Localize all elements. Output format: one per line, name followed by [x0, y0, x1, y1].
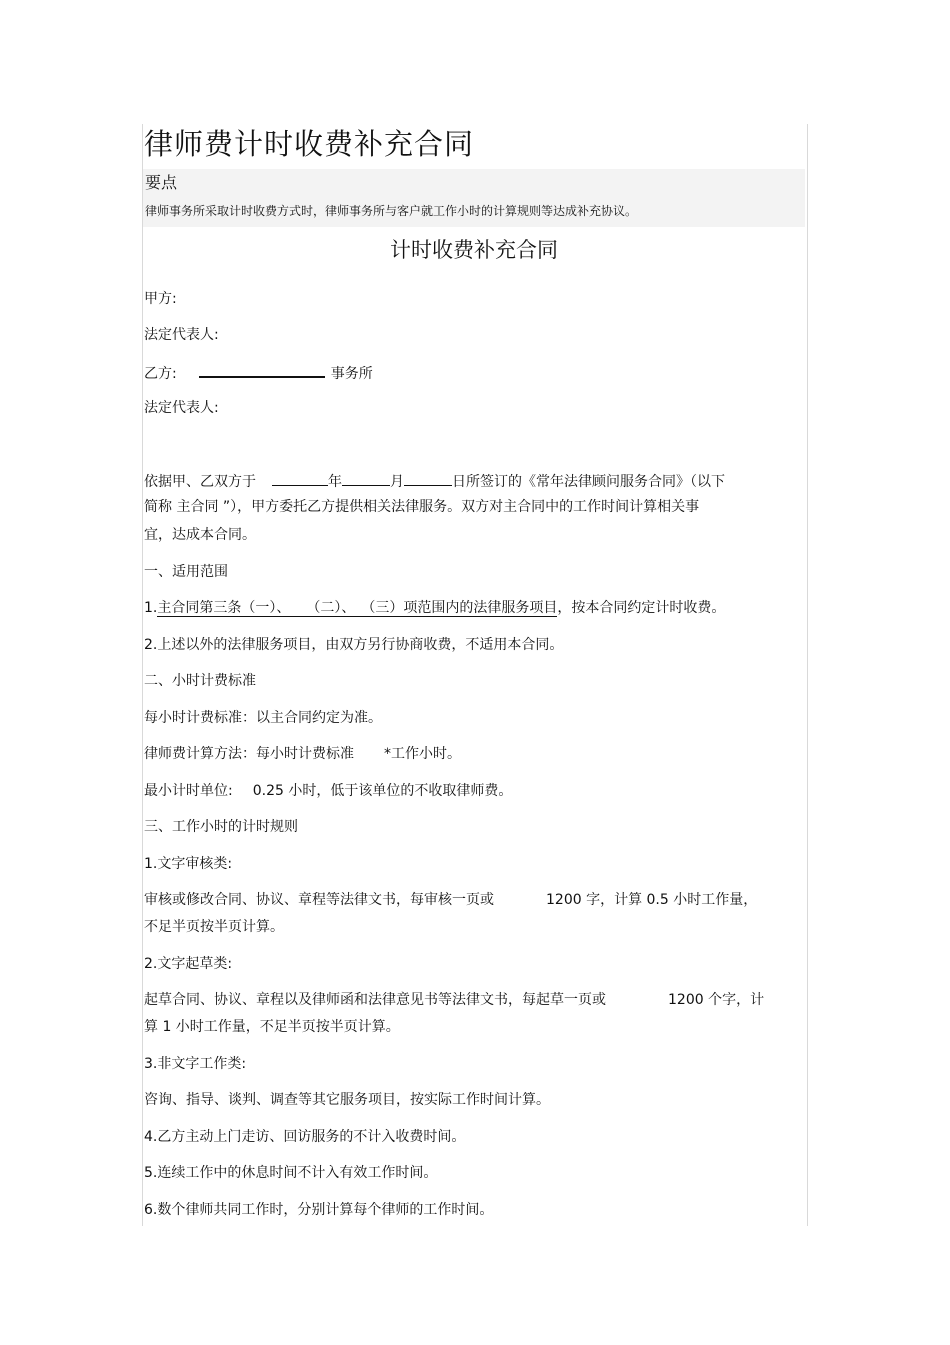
- category-1-line-1: [144, 890, 757, 910]
- draft-rule-text: 起草合同、协议、章程以及律师函和法律意见书等法律文书，每起草一页或: [144, 992, 606, 1008]
- section-2-line-3: [144, 781, 512, 801]
- preamble-line-2: 简称 主合同 ”），甲方委托乙方提供相关法律服务。双方对主合同中的工作时间计算相关事: [144, 499, 700, 515]
- category-1-title: 1.文字审核类:: [144, 856, 233, 872]
- year-label: 年: [328, 474, 342, 490]
- section-1-item-1: [144, 598, 725, 618]
- document-title: 律师费计时收费补充合同: [144, 127, 475, 161]
- preamble-line-1: [144, 471, 725, 492]
- rule-6: 6.数个律师共同工作时，分别计算每个律师的工作时间。: [144, 1202, 494, 1218]
- scope-part-b: （二）、: [306, 600, 356, 616]
- firm-name-blank: [199, 362, 325, 378]
- scope-part-c: （三）项范围内的法律服务项目: [361, 600, 558, 616]
- review-rule-text: 审核或修改合同、协议、章程等法律文书，每审核一页或: [144, 892, 494, 908]
- keypoints-text: 律师事务所采取计时收费方式时，律师事务所与客户就工作小时的计算规则等达成补充协议。: [145, 204, 638, 218]
- rep-b-line: 法定代表人:: [144, 400, 219, 416]
- scope-part-a: 主合同第三条（一）、: [157, 600, 291, 616]
- day-blank: [404, 471, 452, 486]
- section-3-heading: 三、工作小时的计时规则: [144, 819, 298, 835]
- preamble-suffix: 日所签订的《常年法律顾问服务合同》（以下: [452, 474, 725, 490]
- preamble-prefix: 依据甲、乙双方于: [144, 474, 256, 490]
- category-2-title: 2.文字起草类:: [144, 956, 233, 972]
- preamble-line-3: 宜，达成本合同。: [144, 527, 256, 543]
- rule-5: 5.连续工作中的休息时间不计入有效工作时间。: [144, 1165, 438, 1181]
- party-b-label: 乙方:: [144, 366, 177, 382]
- party-a-line: 甲方:: [144, 291, 177, 307]
- year-blank: [272, 471, 328, 486]
- section-2-heading: 二、小时计费标准: [144, 673, 256, 689]
- section-1-item-2: 2.上述以外的法律服务项目，由双方另行协商收费，不适用本合同。: [144, 637, 564, 653]
- contract-title: 计时收费补充合同: [390, 238, 558, 262]
- review-rule-value: 1200 字，计算 0.5 小时工作量，: [546, 892, 758, 908]
- item-number: 1.: [144, 600, 158, 616]
- month-blank: [342, 471, 390, 486]
- category-1-line-2: 不足半页按半页计算。: [144, 919, 284, 935]
- keypoints-label: 要点: [145, 173, 178, 192]
- category-3-title: 3.非文字工作类:: [144, 1056, 247, 1072]
- category-2-line-1: [144, 990, 764, 1010]
- fee-method-label: 律师费计算方法：每小时计费标准: [144, 746, 354, 762]
- rule-4: 4.乙方主动上门走访、回访服务的不计入收费时间。: [144, 1129, 466, 1145]
- scope-clause: [157, 600, 557, 617]
- section-2-line-2: [144, 744, 461, 764]
- party-b-line: [144, 362, 373, 384]
- category-2-line-2: 算 1 小时工作量，不足半页按半页计算。: [144, 1019, 400, 1035]
- keypoints-box: [143, 169, 805, 227]
- category-3-text: 咨询、指导、谈判、调查等其它服务项目，按实际工作时间计算。: [144, 1092, 550, 1108]
- rep-a-line: 法定代表人:: [144, 327, 219, 343]
- section-1-heading: 一、适用范围: [144, 564, 228, 580]
- min-unit-label: 最小计时单位:: [144, 783, 233, 799]
- min-unit-value: 0.25 小时，低于该单位的不收取律师费。: [252, 783, 513, 799]
- draft-rule-value: 1200 个字，计: [668, 992, 765, 1008]
- scope-part-d: ，按本合同约定计时收费。: [557, 600, 726, 616]
- party-b-suffix: 事务所: [330, 366, 373, 382]
- fee-method-formula: *工作小时。: [384, 746, 461, 762]
- month-label: 月: [390, 474, 404, 490]
- section-2-line-1: 每小时计费标准：以主合同约定为准。: [144, 710, 382, 726]
